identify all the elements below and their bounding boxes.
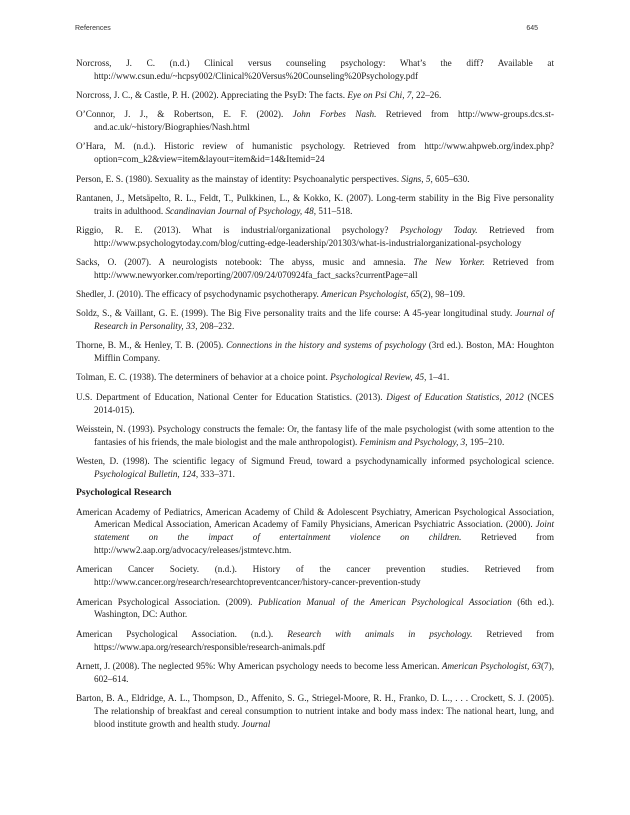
reference-entry: [76, 596, 554, 622]
reference-text: Retrieved from http://www.psychologytoday.com/blog/cutting-edge-leadership/201303/what-is-industrialorganizational-psychology: [94, 224, 555, 248]
reference-text: Retrieved from https://www.apa.org/research/responsible/research-animals.pdf: [94, 628, 554, 652]
page-number: 645: [526, 25, 538, 32]
reference-entry: [76, 371, 554, 384]
reference-entry: [76, 57, 554, 83]
reference-text: Retrieved from http://www2.aap.org/advocacy/releases/jstmtevc.htm.: [94, 532, 554, 556]
reference-text: , 195–210.: [465, 436, 505, 447]
reference-entry: [76, 256, 554, 282]
reference-text: Sacks, O. (2007). A neurologists notebook: The abyss, music and amnesia.: [76, 256, 414, 267]
reference-list: [76, 57, 554, 481]
reference-text: American Academy of Pediatrics, American Academy of Child & Adolescent Psychiatry, American Psychological Association, American Medical Association, American Academy of Family Physicians, American Psychiatric Association. (2000).: [76, 506, 554, 530]
reference-text: American Psychological Association. (n.d.).: [76, 628, 288, 639]
reference-entry: [76, 692, 554, 731]
reference-entry: [76, 108, 554, 134]
header-section-title: References: [75, 25, 111, 32]
reference-text: , 511–518.: [313, 205, 353, 216]
reference-source-title: Feminism and Psychology, 3: [359, 436, 466, 447]
reference-text: American Psychological Association. (2009).: [76, 596, 259, 607]
reference-text: Weisstein, N. (1993). Psychology constructs the female: Or, the fantasy life of the male psychologist (with some attention to the fantasies of his friends, the male biologist and the male anthropologist).: [76, 423, 554, 447]
reference-text: Retrieved from http://www-groups.dcs.st-and.ac.uk/~history/Biographies/Nash.html: [94, 109, 555, 133]
reference-text: Westen, D. (1998). The scientific legacy of Sigmund Freud, toward a psychodynamically informed psychological science.: [76, 455, 554, 466]
reference-entry: [76, 628, 554, 654]
reference-source-title: Psychological Review, 45: [330, 372, 425, 383]
reference-source-title: John Forbes Nash.: [292, 109, 377, 120]
section-heading: Psychological Research: [76, 487, 172, 499]
reference-text: , 605–630.: [430, 173, 470, 184]
reference-text: Barton, B. A., Eldridge, A. L., Thompson, D., Affenito, S. G., Striegel-Moore, R. H., Franko, D. L., . . . Crockett, S. J. (2005). The relationship of breakfast and cereal consumption to nutrient intake and body mass index: The national heart, lung, and blood institute growth and health study.: [76, 692, 554, 729]
reference-entry: [76, 506, 554, 558]
reference-text: Retrieved from http://www.newyorker.com/reporting/2007/09/24/070924fa_fact_sacks?currentPage=all: [94, 256, 554, 280]
reference-entry: [76, 307, 554, 333]
reference-text: Thorne, B. M., & Henley, T. B. (2005).: [76, 340, 227, 351]
reference-text: O’Hara, M. (n.d.). Historic review of humanistic psychology. Retrieved from http://www.ahpweb.org/index.php?option=com_k2&view=item&layout=item&id=14&Itemid=24: [76, 141, 554, 165]
reference-text: (NCES 2014-015).: [94, 391, 555, 415]
reference-text: (2), 98–109.: [419, 289, 466, 300]
reference-text: Arnett, J. (2008). The neglected 95%: Why American psychology needs to become less American.: [76, 660, 442, 671]
running-header: [75, 25, 538, 32]
reference-text: Person, E. S. (1980). Sexuality as the mainstay of identity: Psychoanalytic perspectives.: [76, 173, 402, 184]
reference-text: Norcross, J. C. (n.d.) Clinical versus counseling psychology: What’s the diff? Available at http://www.csun.edu/~hcpsy002/Clinical%20Versus%20Counseling%20Psychology.pdf: [76, 58, 554, 81]
reference-text: Shedler, J. (2010). The efficacy of psychodynamic psychotherapy.: [76, 289, 322, 300]
reference-entry: [76, 224, 554, 250]
reference-text: (3rd ed.). Boston, MA: Houghton Mifflin Company.: [94, 340, 555, 364]
reference-entry: [76, 423, 554, 449]
reference-list-psychological-research: [76, 506, 554, 731]
reference-entry: [76, 563, 554, 589]
reference-text: , 1–41.: [424, 372, 450, 383]
reference-text: Tolman, E. C. (1938). The determiners of behavior at a choice point.: [76, 372, 331, 383]
reference-text: Riggio, R. E. (2013). What is industrial/organizational psychology?: [76, 224, 400, 235]
reference-text: American Cancer Society. (n.d.). History of the cancer prevention studies. Retrieved from http://www.cancer.org/research/researchtopreventcancer/history-cancer-prevention-study: [76, 564, 554, 588]
reference-text: Soldz, S., & Vaillant, G. E. (1999). The Big Five personality traits and the life course: A 45-year longitudinal study.: [76, 308, 516, 319]
reference-source-title: Digest of Education Statistics, 2012: [386, 391, 524, 402]
reference-text: (7), 602–614.: [94, 660, 554, 684]
reference-entry: [76, 89, 554, 102]
reference-source-title: Publication Manual of the American Psychological Association: [258, 596, 512, 607]
references-content: [76, 57, 554, 737]
reference-source-title: The New Yorker.: [413, 256, 485, 267]
reference-source-title: American Psychologist, 65: [321, 289, 420, 300]
reference-text: , 333–371.: [195, 468, 235, 479]
reference-text: , 208–232.: [195, 321, 235, 332]
reference-source-title: Research with animals in psychology.: [287, 628, 473, 639]
reference-entry: [76, 173, 554, 186]
reference-text: , 22–26.: [411, 90, 442, 101]
reference-source-title: Connections in the history and systems of psychology: [226, 340, 426, 351]
reference-entry: [76, 455, 554, 481]
reference-entry: [76, 339, 554, 365]
reference-source-title: Eye on Psi Chi, 7: [347, 90, 412, 101]
reference-text: (6th ed.). Washington, DC: Author.: [94, 596, 554, 620]
reference-entry: [76, 192, 554, 218]
reference-entry: [76, 660, 554, 686]
reference-source-title: American Psychologist, 63: [441, 660, 541, 671]
reference-text: Norcross, J. C., & Castle, P. H. (2002). Appreciating the PsyD: The facts.: [76, 90, 348, 101]
reference-source-title: Psychology Today.: [399, 224, 478, 235]
reference-source-title: Journal of Research in Personality, 33: [94, 308, 554, 332]
reference-source-title: Journal: [241, 718, 271, 729]
reference-entry: [76, 140, 554, 166]
reference-source-title: Psychological Bulletin, 124: [94, 468, 196, 479]
reference-source-title: Scandinavian Journal of Psychology, 48: [165, 205, 314, 216]
reference-entry: [76, 391, 554, 417]
reference-text: Rantanen, J., Metsäpelto, R. L., Feldt, T., Pulkkinen, L., & Kokko, K. (2007). Long-term stability in the Big Five personality traits in adulthood.: [76, 192, 554, 216]
reference-source-title: Joint statement on the impact of entertainment violence on children.: [94, 519, 554, 543]
reference-entry: [76, 288, 554, 301]
reference-source-title: Signs, 5: [401, 173, 431, 184]
reference-text: O’Connor, J. J., & Robertson, E. F. (2002).: [76, 109, 293, 120]
reference-text: U.S. Department of Education, National Center for Education Statistics. (2013).: [76, 391, 387, 402]
